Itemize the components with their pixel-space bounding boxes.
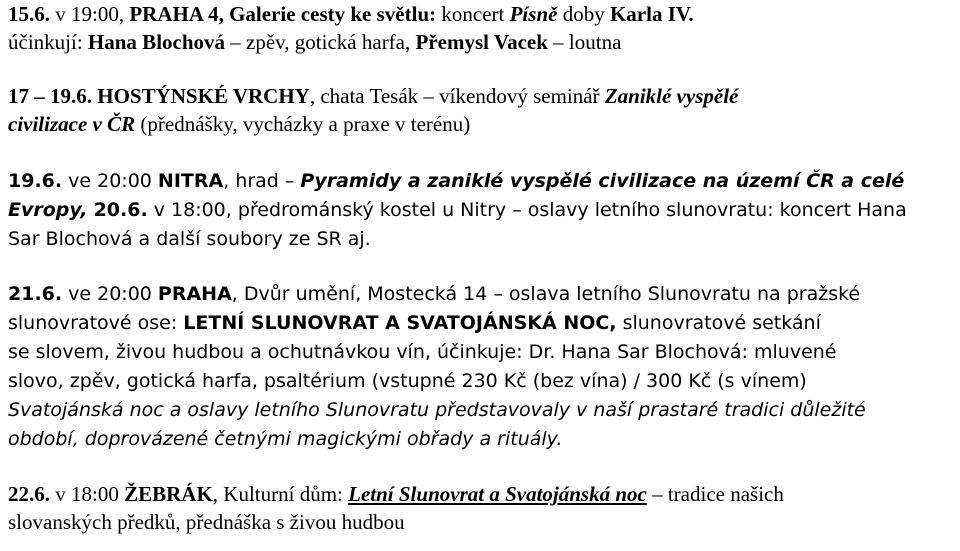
text-segment: slunovratové setkání [616,312,821,334]
text-segment: slovo, zpěv, gotická harfa, psaltérium (vstupné 230 Kč (bez vína) / 300 Kč (s vínem) [8,370,807,392]
text-line [8,337,944,366]
text-line [8,395,944,424]
text-line [8,424,944,453]
text-segment: slovanských předků, přednáška s živou hudbou [8,510,405,534]
text-segment: 15.6. [8,2,50,26]
text-segment: HOSTÝNSKÉ VRCHY [97,84,310,108]
text-segment: Sar Blochová a další soubory ze SR aj. [8,228,371,250]
text-segment: koncert [436,2,510,26]
text-segment: ŽEBRÁK [124,482,213,506]
text-segment: Přemysl Vacek [415,30,548,54]
text-segment: období, doprovázené četnými magickými obřady a rituály. [8,428,563,450]
text-segment: Letní Slunovrat a Svatojánská noc [348,482,647,506]
text-line [8,195,944,224]
text-segment: slunovratové ose: [8,312,184,334]
text-line [8,0,944,28]
text-segment: ve 20:00 [62,283,158,305]
text-segment: Písně [509,2,558,26]
text-segment: (přednášky, vycházky a praxe v terénu) [135,112,471,136]
text-line [8,366,944,395]
text-line [8,480,944,508]
text-segment: – loutna [547,30,622,54]
text-segment: Zaniklé vyspělé [604,84,739,108]
text-segment: 17 – 19.6. [8,84,98,108]
text-line [8,28,944,56]
text-segment: NITRA [157,170,224,192]
event-entry-zebrak [8,480,944,536]
text-segment: PRAHA 4, Galerie cesty ke světlu: [129,2,437,26]
text-segment: v 18:00 [50,482,125,506]
text-line [8,308,944,337]
text-segment: LETNÍ SLUNOVRAT A SVATOJÁNSKÁ NOC, [183,312,617,334]
text-segment: , Kulturní dům: [212,482,349,506]
event-entry-nitra [8,166,944,253]
text-line [8,110,944,138]
text-segment: 21.6. [8,283,63,305]
text-segment: – tradice našich [646,482,784,506]
text-segment: 20.6. [93,199,148,221]
text-line [8,166,944,195]
text-segment: Svatojánská noc a oslavy letního Slunovratu představovaly v naší prastaré tradici důležité [8,399,866,421]
text-segment: , hrad – [223,170,301,192]
event-entry-praha-dvur-umeni [8,279,944,453]
text-segment: se slovem, živou hudbou a ochutnávkou vín, účinkuje: Dr. Hana Sar Blochová: mluvené [8,341,837,363]
text-segment: účinkují: [8,30,88,54]
text-line [8,279,944,308]
text-segment: v 18:00, předrománský kostel u Nitry – oslavy letního slunovratu: koncert Hana [147,199,907,221]
event-entry-praha-galerie [8,0,944,56]
text-line [8,224,944,253]
event-entry-hostynske-vrchy [8,82,944,138]
text-segment: PRAHA [157,283,232,305]
text-segment: doby [557,2,610,26]
text-segment: – zpěv, gotická harfa, [225,30,416,54]
text-line [8,82,944,110]
text-line [8,508,944,536]
text-segment: civilizace v ČR [8,112,136,136]
text-segment: Karla IV. [609,2,694,26]
text-segment: , Dvůr umění, Mostecká 14 – oslava letního Slunovratu na pražské [231,283,861,305]
text-segment: , chata Tesák – víkendový seminář [309,84,605,108]
text-segment: ve 20:00 [62,170,158,192]
text-segment: Hana Blochová [87,30,226,54]
text-segment: Evropy, [8,199,88,221]
text-segment: 22.6. [8,482,50,506]
text-segment: 19.6. [8,170,63,192]
text-segment: Pyramidy a zaniklé vyspělé civilizace na území ČR a celé [300,170,905,192]
text-segment: v 19:00, [50,2,130,26]
